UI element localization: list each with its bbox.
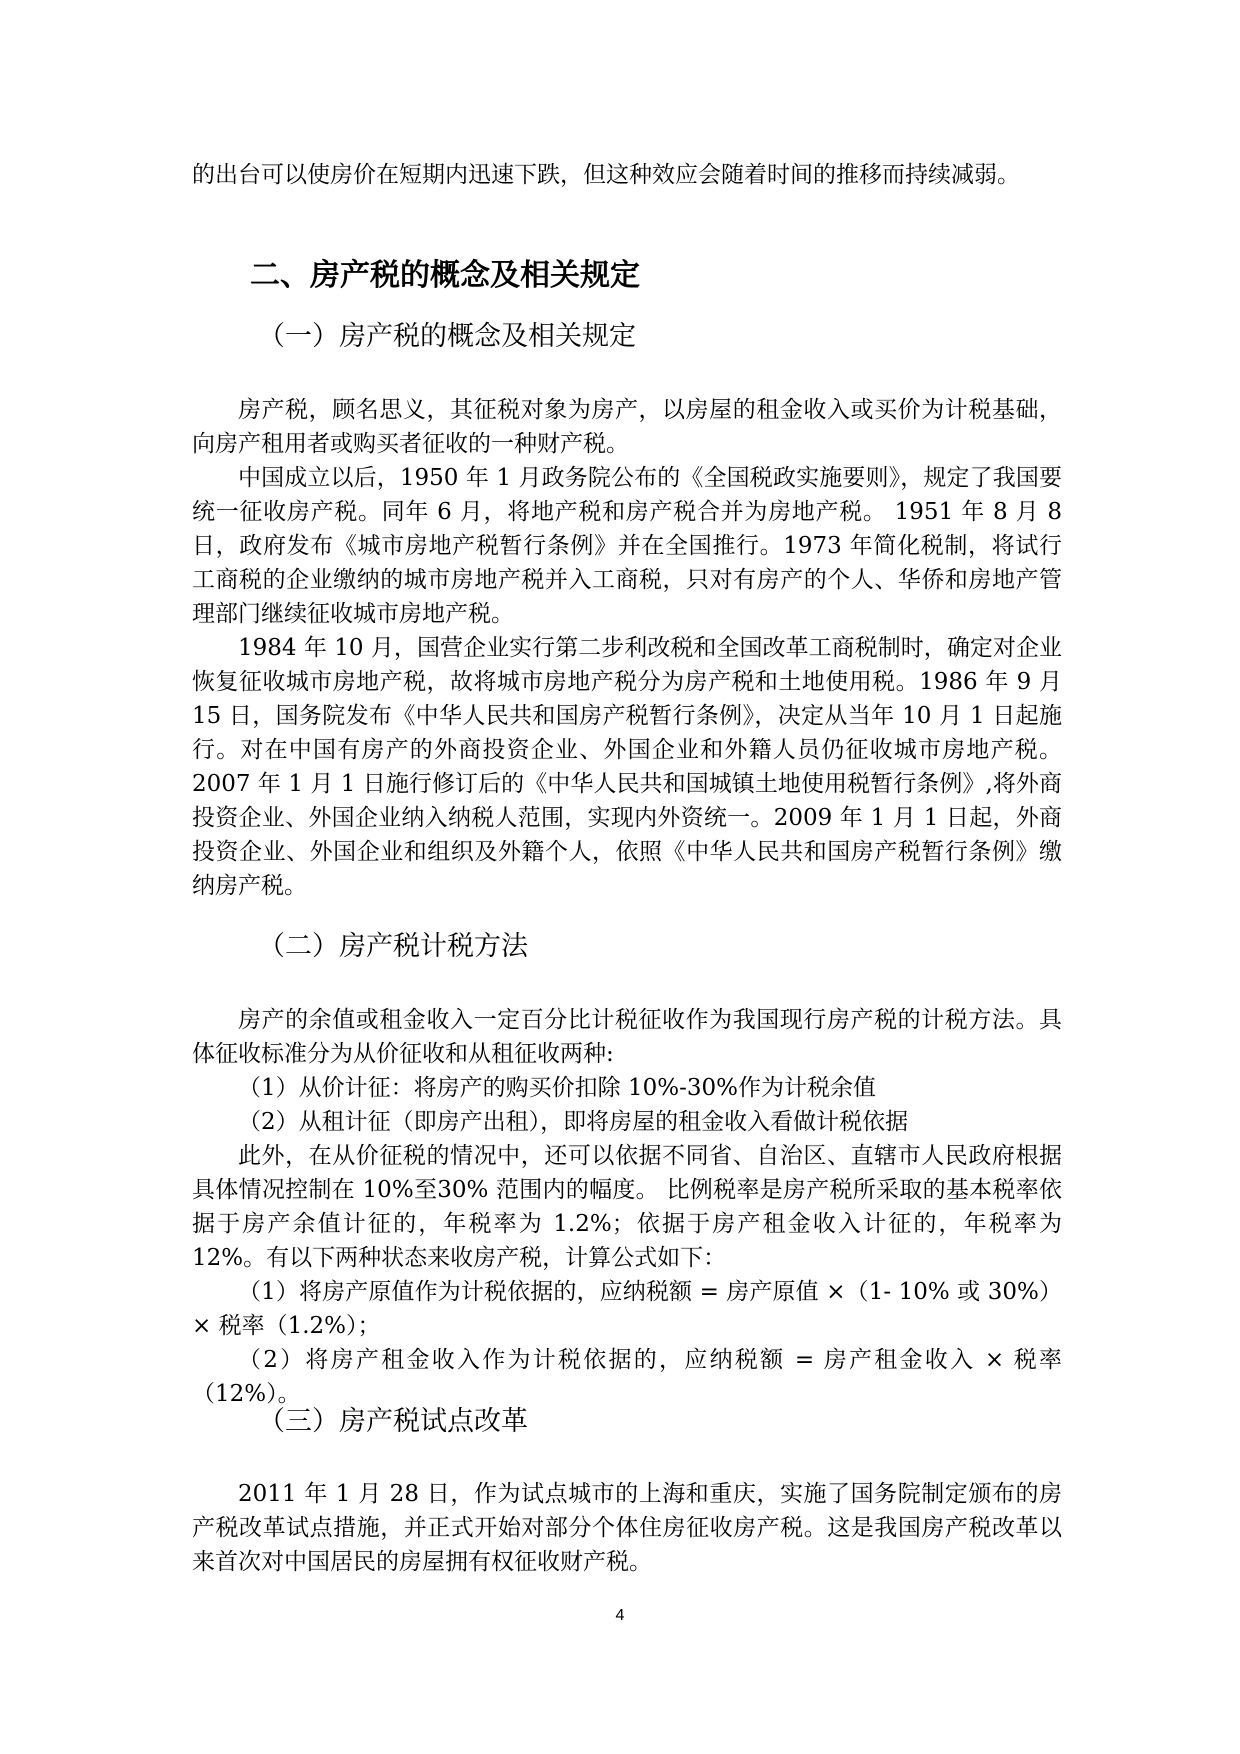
subsection-title-3: （三）房产税试点改革 (258, 1406, 528, 1437)
formula-rental-income: （2）将房产租金收入作为计税依据的，应纳税额 = 房产租金收入 × 税率（12%）。 (192, 1347, 1062, 1407)
paragraph-method-intro: 房产的余值或租金收入一定百分比计税征收作为我国现行房产税的计税方法。具体征收标准分为从价征收和从租征收两种: (192, 1007, 1062, 1067)
paragraph-definition: 房产税，顾名思义，其征税对象为房产，以房屋的租金收入或买价为计税基础，向房产租用者或购买者征收的一种财产税。 (192, 397, 1062, 457)
paragraph-tax-rate: 此外，在从价征税的情况中，还可以依据不同省、自治区、直辖市人民政府根据具体情况控制在 10%至30% 范围内的幅度。 比例税率是房产税所采取的基本税率依据于房产余值计征的，年税率为 1.2%；依据于房产租金收入计征的，年税率为 12%。有以下两种状态来收房产税，计算公式如下： (192, 1143, 1062, 1271)
page-number: 4 (615, 1607, 625, 1624)
paragraph-history-1950: 中国成立以后，1950 年 1 月政务院公布的《全国税政实施要则》，规定了我国要统一征收房产税。同年 6 月，将地产税和房产税合并为房地产税。 1951 年 8 月 8 日，政府发布《城市房地产税暂行条例》并在全国推行。1973 年简化税制，将试行工商税的企业缴纳的城市房地产税并入工商税，只对有房产的个人、华侨和房地产管理部门继续征收城市房地产税。 (192, 465, 1062, 627)
list-item-rental: （2）从租计征（即房产出租），即将房屋的租金收入看做计税依据 (238, 1109, 909, 1135)
list-item-ad-valorem: （1）从价计征：将房产的购买价扣除 10%-30%作为计税余值 (238, 1075, 876, 1101)
paragraph-intro-continuation: 的出台可以使房价在短期内迅速下跌，但这种效应会随着时间的推移而持续减弱。 (192, 162, 1020, 188)
subsection-title-1: （一）房产税的概念及相关规定 (258, 321, 636, 352)
section-title: 二、房产税的概念及相关规定 (250, 258, 640, 293)
paragraph-pilot-reform: 2011 年 1 月 28 日，作为试点城市的上海和重庆，实施了国务院制定颁布的房产税改革试点措施，并正式开始对部分个体住房征收房产税。这是我国房产税改革以来首次对中国居民的房屋拥有权征收财产税。 (192, 1481, 1062, 1575)
paragraph-history-1984: 1984 年 10 月，国营企业实行第二步利改税和全国改革工商税制时，确定对企业恢复征收城市房地产税，故将城市房地产税分为房产税和土地使用税。1986 年 9 月 15 日，国务院发布《中华人民共和国房产税暂行条例》，决定从当年 10 月 1 日起施行。对在中国有房产的外商投资企业、外国企业和外籍人员仍征收城市房地产税。2007 年 1 月 1 日施行修订后的《中华人民共和国城镇土地使用税暂行条例》,将外商投资企业、外国企业纳入纳税人范围，实现内外资统一。2009 年 1 月 1 日起，外商投资企业、外国企业和组织及外籍个人，依照《中华人民共和国房产税暂行条例》缴纳房产税。 (192, 635, 1062, 899)
subsection-title-2: （二）房产税计税方法 (258, 931, 528, 962)
formula-original-value: （1）将房产原值作为计税依据的，应纳税额 = 房产原值 ×（1- 10% 或 30%）× 税率（1.2%）； (192, 1279, 1062, 1339)
